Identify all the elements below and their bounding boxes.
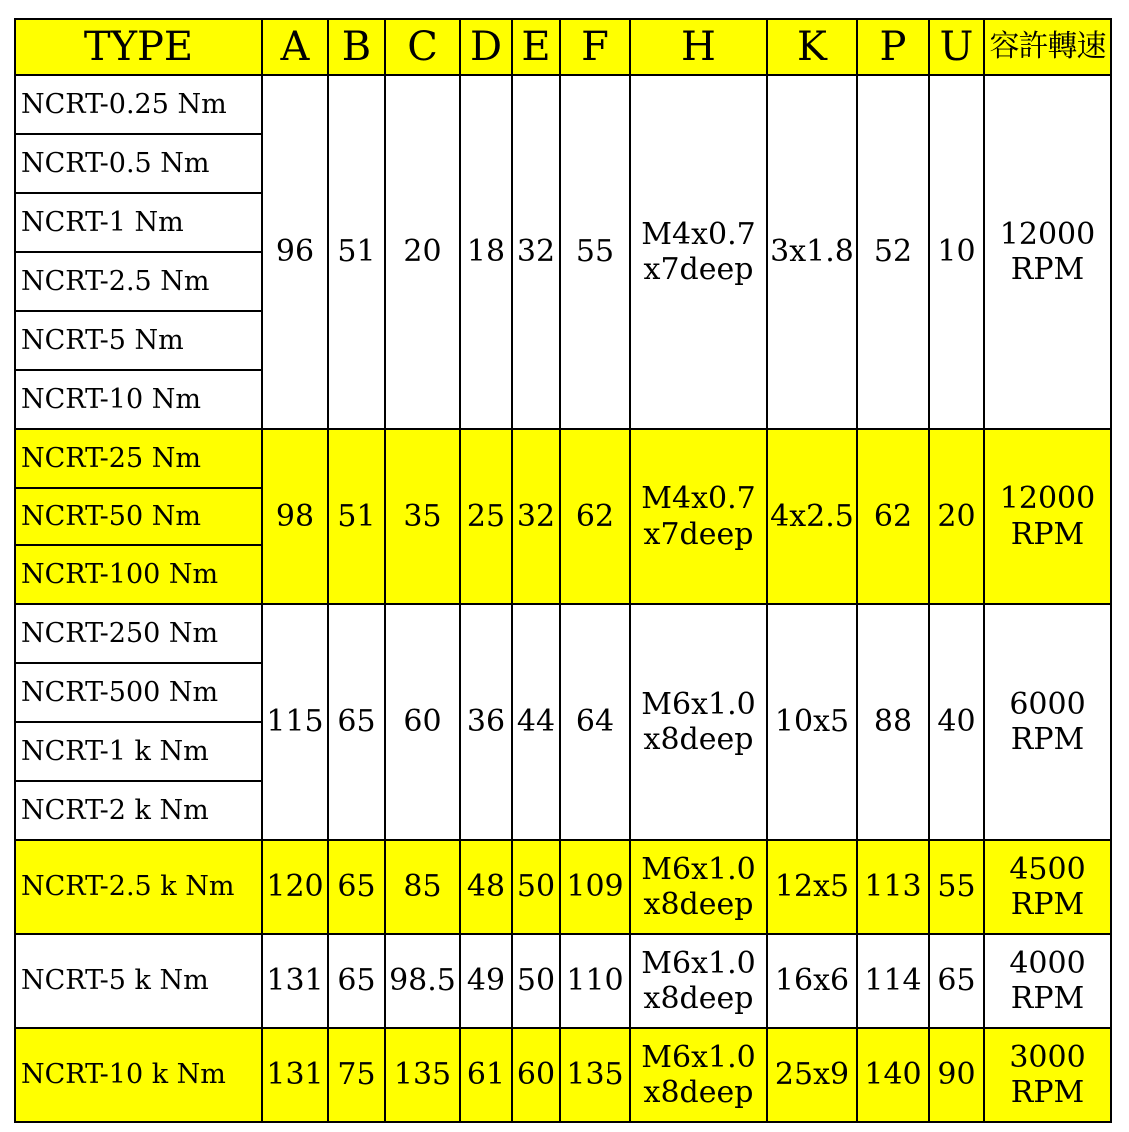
dim-b-cell: 65: [328, 604, 385, 840]
dim-b-cell: 51: [328, 75, 385, 429]
dim-c-cell: 60: [385, 604, 460, 840]
header-f: F: [560, 19, 630, 75]
dim-a-cell: 115: [262, 604, 328, 840]
speed-cell: [984, 75, 1111, 429]
speed-unit: RPM: [1010, 1075, 1085, 1110]
thread-depth: x8deep: [643, 722, 754, 757]
header-c: C: [385, 19, 460, 75]
type-cell: NCRT-5 k Nm: [15, 934, 262, 1028]
header-e: E: [512, 19, 560, 75]
table-row: [15, 934, 1111, 1028]
dim-d-cell: 18: [460, 75, 512, 429]
dim-h-cell: [630, 1028, 767, 1122]
dim-p-cell: 88: [857, 604, 929, 840]
speed-cell: [984, 934, 1111, 1028]
dim-b-cell: 65: [328, 934, 385, 1028]
table-row: [15, 75, 1111, 134]
thread-depth: x7deep: [643, 252, 754, 287]
dim-f-cell: 55: [560, 75, 630, 429]
speed-unit: RPM: [1010, 722, 1085, 757]
header-a: A: [262, 19, 328, 75]
dim-k-cell: 3x1.8: [767, 75, 857, 429]
speed-value: 4500: [1009, 851, 1086, 887]
type-cell: NCRT-2 k Nm: [15, 781, 262, 840]
type-cell: NCRT-100 Nm: [15, 545, 262, 604]
dim-u-cell: 20: [929, 429, 984, 604]
dim-u-cell: 65: [929, 934, 984, 1028]
type-cell: NCRT-5 Nm: [15, 311, 262, 370]
speed-cell: [984, 429, 1111, 604]
speed-value: 4000: [1009, 945, 1086, 981]
dim-u-cell: 90: [929, 1028, 984, 1122]
header-d: D: [460, 19, 512, 75]
dim-k-cell: 10x5: [767, 604, 857, 840]
dim-e-cell: 60: [512, 1028, 560, 1122]
thread-size: M6x1.0: [641, 851, 756, 887]
type-cell: NCRT-1 Nm: [15, 193, 262, 252]
dim-p-cell: 62: [857, 429, 929, 604]
dim-c-cell: 98.5: [385, 934, 460, 1028]
speed-value: 12000: [999, 216, 1096, 252]
dim-d-cell: 48: [460, 840, 512, 934]
dim-c-cell: 85: [385, 840, 460, 934]
dim-k-cell: 25x9: [767, 1028, 857, 1122]
table-row: [15, 429, 1111, 488]
dim-a-cell: 96: [262, 75, 328, 429]
dim-u-cell: 10: [929, 75, 984, 429]
type-cell: NCRT-2.5 Nm: [15, 252, 262, 311]
speed-cell: [984, 840, 1111, 934]
dim-d-cell: 49: [460, 934, 512, 1028]
dim-p-cell: 114: [857, 934, 929, 1028]
type-cell: NCRT-250 Nm: [15, 604, 262, 663]
speed-unit: RPM: [1010, 981, 1085, 1016]
header-allowable-speed: 容許轉速: [984, 19, 1111, 75]
speed-unit: RPM: [1010, 887, 1085, 922]
dim-h-cell: [630, 840, 767, 934]
type-cell: NCRT-0.25 Nm: [15, 75, 262, 134]
dim-p-cell: 140: [857, 1028, 929, 1122]
dim-f-cell: 109: [560, 840, 630, 934]
dim-h-cell: [630, 429, 767, 604]
dim-c-cell: 135: [385, 1028, 460, 1122]
speed-value: 3000: [1009, 1039, 1086, 1075]
dim-b-cell: 65: [328, 840, 385, 934]
dim-e-cell: 50: [512, 934, 560, 1028]
thread-depth: x7deep: [643, 516, 754, 552]
dim-b-cell: 51: [328, 429, 385, 604]
dim-f-cell: 62: [560, 429, 630, 604]
dim-h-cell: [630, 604, 767, 840]
speed-value: 12000: [999, 481, 1096, 517]
dim-f-cell: 110: [560, 934, 630, 1028]
dim-k-cell: 16x6: [767, 934, 857, 1028]
dim-c-cell: 20: [385, 75, 460, 429]
dim-k-cell: 12x5: [767, 840, 857, 934]
dim-h-cell: [630, 75, 767, 429]
speed-value: 6000: [1009, 686, 1086, 722]
speed-cell: [984, 1028, 1111, 1122]
type-cell: NCRT-2.5 k Nm: [15, 840, 262, 934]
table-row: [15, 840, 1111, 934]
header-row: [15, 19, 1111, 75]
dim-p-cell: 52: [857, 75, 929, 429]
dim-e-cell: 50: [512, 840, 560, 934]
thread-depth: x8deep: [643, 887, 754, 922]
type-cell: NCRT-1 k Nm: [15, 722, 262, 781]
type-cell: NCRT-0.5 Nm: [15, 134, 262, 193]
dim-h-cell: [630, 934, 767, 1028]
dim-a-cell: 131: [262, 1028, 328, 1122]
header-u: U: [929, 19, 984, 75]
dim-d-cell: 61: [460, 1028, 512, 1122]
thread-size: M6x1.0: [641, 1039, 756, 1075]
thread-size: M4x0.7: [641, 216, 756, 252]
thread-size: M6x1.0: [641, 686, 756, 722]
table-row: [15, 604, 1111, 663]
dim-k-cell: 4x2.5: [767, 429, 857, 604]
speed-unit: RPM: [1010, 252, 1085, 287]
header-k: K: [767, 19, 857, 75]
type-cell: NCRT-500 Nm: [15, 663, 262, 722]
type-cell: NCRT-50 Nm: [15, 488, 262, 545]
type-cell: NCRT-25 Nm: [15, 429, 262, 488]
speed-unit: RPM: [1010, 516, 1085, 552]
spec-table: [14, 18, 1112, 1123]
type-cell: NCRT-10 k Nm: [15, 1028, 262, 1122]
dim-d-cell: 36: [460, 604, 512, 840]
dim-u-cell: 55: [929, 840, 984, 934]
dim-f-cell: 135: [560, 1028, 630, 1122]
dim-b-cell: 75: [328, 1028, 385, 1122]
table-row: [15, 1028, 1111, 1122]
speed-cell: [984, 604, 1111, 840]
dim-a-cell: 120: [262, 840, 328, 934]
dim-a-cell: 131: [262, 934, 328, 1028]
thread-size: M4x0.7: [641, 481, 756, 517]
header-h: H: [630, 19, 767, 75]
thread-depth: x8deep: [643, 1075, 754, 1110]
header-p: P: [857, 19, 929, 75]
dim-e-cell: 32: [512, 429, 560, 604]
header-b: B: [328, 19, 385, 75]
dim-c-cell: 35: [385, 429, 460, 604]
dim-p-cell: 113: [857, 840, 929, 934]
dim-f-cell: 64: [560, 604, 630, 840]
dim-e-cell: 44: [512, 604, 560, 840]
type-cell: NCRT-10 Nm: [15, 370, 262, 429]
dim-d-cell: 25: [460, 429, 512, 604]
dim-a-cell: 98: [262, 429, 328, 604]
dim-e-cell: 32: [512, 75, 560, 429]
dim-u-cell: 40: [929, 604, 984, 840]
thread-size: M6x1.0: [641, 945, 756, 981]
thread-depth: x8deep: [643, 981, 754, 1016]
header-type: TYPE: [15, 19, 262, 75]
